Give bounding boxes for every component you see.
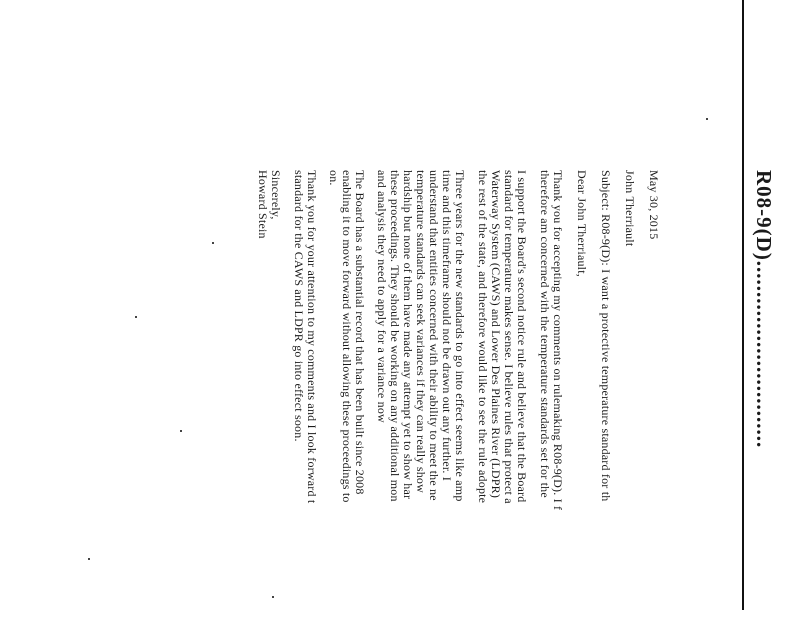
paragraph4-line: enabling it to move forward without allowing these proceedings to bbox=[340, 170, 354, 503]
scan-speck bbox=[180, 430, 182, 432]
paragraph3-line: temperature standards can seek variances if they can really show bbox=[414, 170, 428, 493]
document-header: R08-9(D).............................. bbox=[752, 170, 776, 449]
signature-name: Howard Stein bbox=[256, 170, 270, 239]
paragraph5-line: Thank you for your attention to my comments and I look forward t bbox=[305, 170, 319, 504]
paragraph4-line: The Board has a substantial record that has been built since 2008 bbox=[353, 170, 367, 495]
paragraph3-line: hardship but none of them have made any attempt yet to show har bbox=[401, 170, 415, 500]
scan-speck bbox=[135, 316, 137, 318]
scan-speck bbox=[212, 242, 214, 244]
paragraph2-line: I support the Board's second notice rule and believe that the Board bbox=[515, 170, 529, 503]
paragraph3-line: Three years for the new standards to go into effect seems like amp bbox=[453, 170, 467, 502]
scan-speck bbox=[88, 558, 90, 560]
paragraph3-line: understand that entities concerned with their ability to meet the ne bbox=[427, 170, 441, 501]
paragraph3-line: and analysis they need to apply for a variance now bbox=[375, 170, 389, 423]
scan-speck bbox=[706, 118, 708, 120]
paragraph1-line: Thank you for accepting my comments on rulemaking R08-9(D). I f bbox=[551, 170, 565, 511]
recipient-name: John Therriault bbox=[623, 170, 637, 247]
paragraph3-line: these proceedings. They should be working on any additional mon bbox=[388, 170, 402, 502]
scan-speck bbox=[272, 596, 274, 598]
paragraph3-line: time and this timeframe should not be drawn out any further. I bbox=[440, 170, 454, 481]
paragraph5-line: standard for the CAWS and LDPR go into effect soon. bbox=[292, 170, 306, 442]
paragraph1-line: therefore am concerned with the temperature standards set for the bbox=[538, 170, 552, 498]
paragraph2-line: the rest of the state, and therefore would like to see the rule adopte bbox=[476, 170, 490, 504]
paragraph2-line: Waterway System (CAWS) and Lower Des Plaines River (LDPR) bbox=[489, 170, 503, 499]
subject-line: Subject: R08-9(D): I want a protective temperature standard for th bbox=[599, 170, 613, 502]
closing: Sincerely, bbox=[269, 170, 283, 220]
paragraph4-line: on. bbox=[327, 170, 341, 186]
header-rule bbox=[742, 0, 744, 610]
paragraph2-line: standard for temperature makes sense. I believe rules that protect a bbox=[502, 170, 516, 504]
salutation: Dear John Therriault, bbox=[575, 170, 589, 277]
letter-date: May 30, 2015 bbox=[647, 170, 661, 240]
